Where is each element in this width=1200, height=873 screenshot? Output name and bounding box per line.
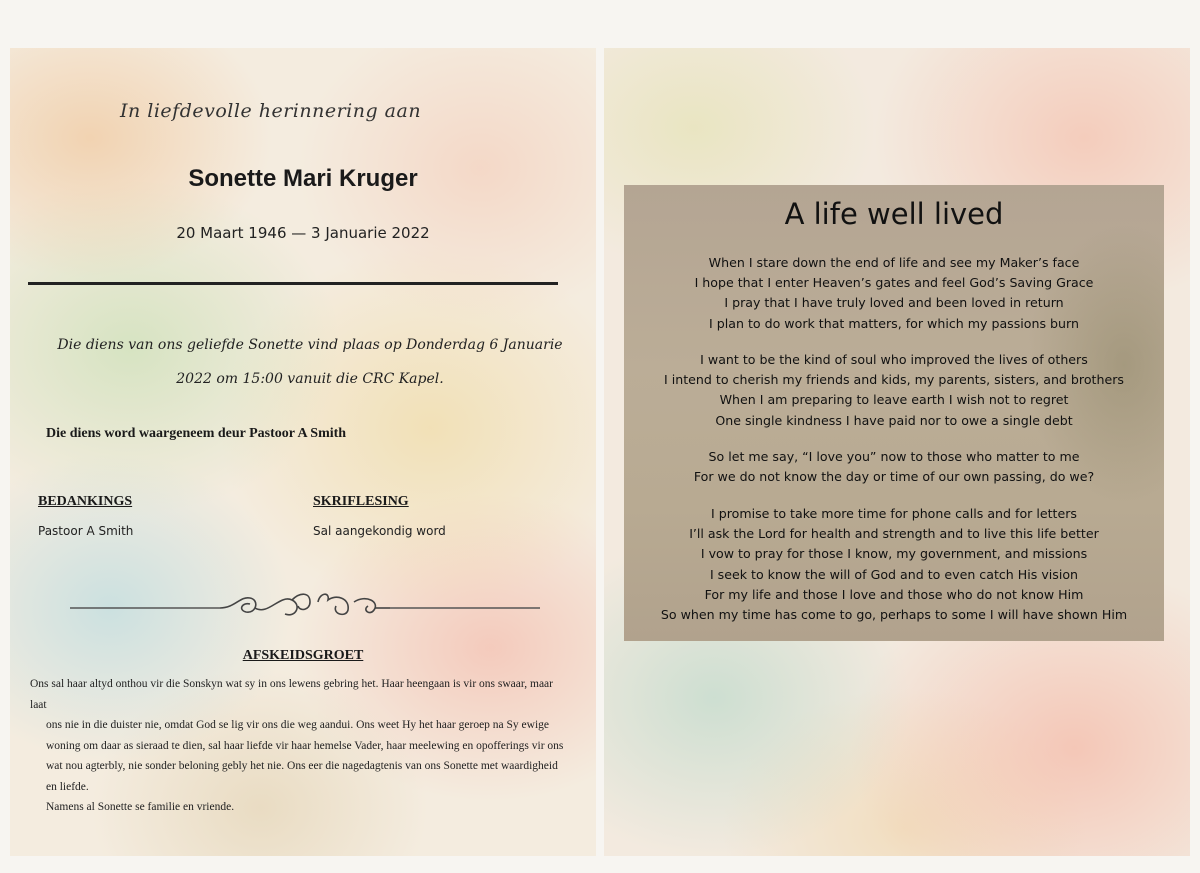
farewell-line: Namens al Sonette se familie en vriende. [46, 801, 235, 813]
poem-line: I vow to pray for those I know, my government, and missions [700, 546, 1088, 562]
farewell-heading: AFSKEIDSGROET [242, 648, 364, 663]
farewell-line: Ons sal haar altyd onthou vir die Sonskyn wat sy in ons lewens gebring het. Haar heengaan is vir ons swaar, maar laat [30, 678, 553, 711]
flourish-divider-icon [70, 588, 540, 624]
poem-line: One single kindness I have paid nor to owe a single debt [715, 412, 1073, 428]
poem-line: For my life and those I love and those who do not know Him [704, 586, 1084, 602]
poem-title: A life well lived [784, 197, 1004, 231]
poem-line: I pray that I have truly loved and been loved in return [724, 295, 1064, 311]
life-dates: 20 Maart 1946 — 3 Januarie 2022 [176, 224, 430, 242]
intro-text: In liefdevolle herinnering aan [120, 100, 422, 122]
farewell-line: woning om daar as sieraad te dien, sal haar liefde vir haar hemelse Vader, haar meelewing en opofferings vir ons [46, 739, 564, 752]
reading-heading: SKRIFLESING [313, 494, 409, 509]
poem-line: So when my time has come to go, perhaps to some I will have shown Him [660, 607, 1128, 623]
poem-stanza [624, 253, 1164, 334]
poem-stanza [624, 447, 1164, 487]
farewell-line: wat nou agterbly, nie sonder beloning gebly het nie. Ons eer die nagedagtenis van ons Sonette met waardigheid [46, 760, 558, 772]
right-page [604, 48, 1190, 856]
service-details [40, 328, 580, 396]
farewell-line: ons nie in die duister nie, omdat God se lig vir ons die weg aandui. Ons weet Hy het haar geroep na Sy ewige [46, 719, 550, 731]
reading-value: Sal aangekondig word [313, 524, 446, 538]
poem-stanza [624, 350, 1164, 431]
poem-line: When I am preparing to leave earth I wish not to regret [719, 392, 1069, 408]
poem-line: When I stare down the end of life and see my Maker’s face [708, 255, 1080, 270]
farewell-text [30, 674, 565, 818]
poem-line: I seek to know the will of God and to even catch His vision [709, 566, 1079, 582]
poem-stanza [624, 504, 1164, 625]
poem-line: I plan to do work that matters, for which my passions burn [709, 315, 1079, 331]
officiant-text: Die diens word waargeneem deur Pastoor A Smith [46, 426, 347, 441]
poem-line: I want to be the kind of soul who improved the lives of others [700, 352, 1088, 367]
poem-line: I hope that I enter Heaven’s gates and feel God’s Saving Grace [694, 275, 1094, 291]
poem-line: I intend to cherish my friends and kids, my parents, sisters, and brothers [664, 372, 1124, 388]
poem-line: I promise to take more time for phone calls and for letters [711, 506, 1077, 521]
service-line: Die diens van ons geliefde Sonette vind plaas op Donderdag 6 Januarie [57, 337, 563, 353]
deceased-name: Sonette Mari Kruger [188, 165, 418, 192]
farewell-line: en liefde. [46, 780, 89, 793]
poem-line: So let me say, “I love you” now to those who matter to me [708, 449, 1080, 464]
poem-line: I’ll ask the Lord for health and strength and to live this life better [689, 526, 1099, 542]
left-page [10, 48, 596, 856]
divider-line [28, 282, 558, 285]
thanks-value: Pastoor A Smith [38, 524, 134, 538]
poem-line: For we do not know the day or time of our own passing, do we? [693, 469, 1095, 485]
thanks-heading: BEDANKINGS [38, 494, 133, 509]
poem-box [624, 185, 1164, 641]
service-line: 2022 om 15:00 vanuit die CRC Kapel. [176, 371, 444, 387]
